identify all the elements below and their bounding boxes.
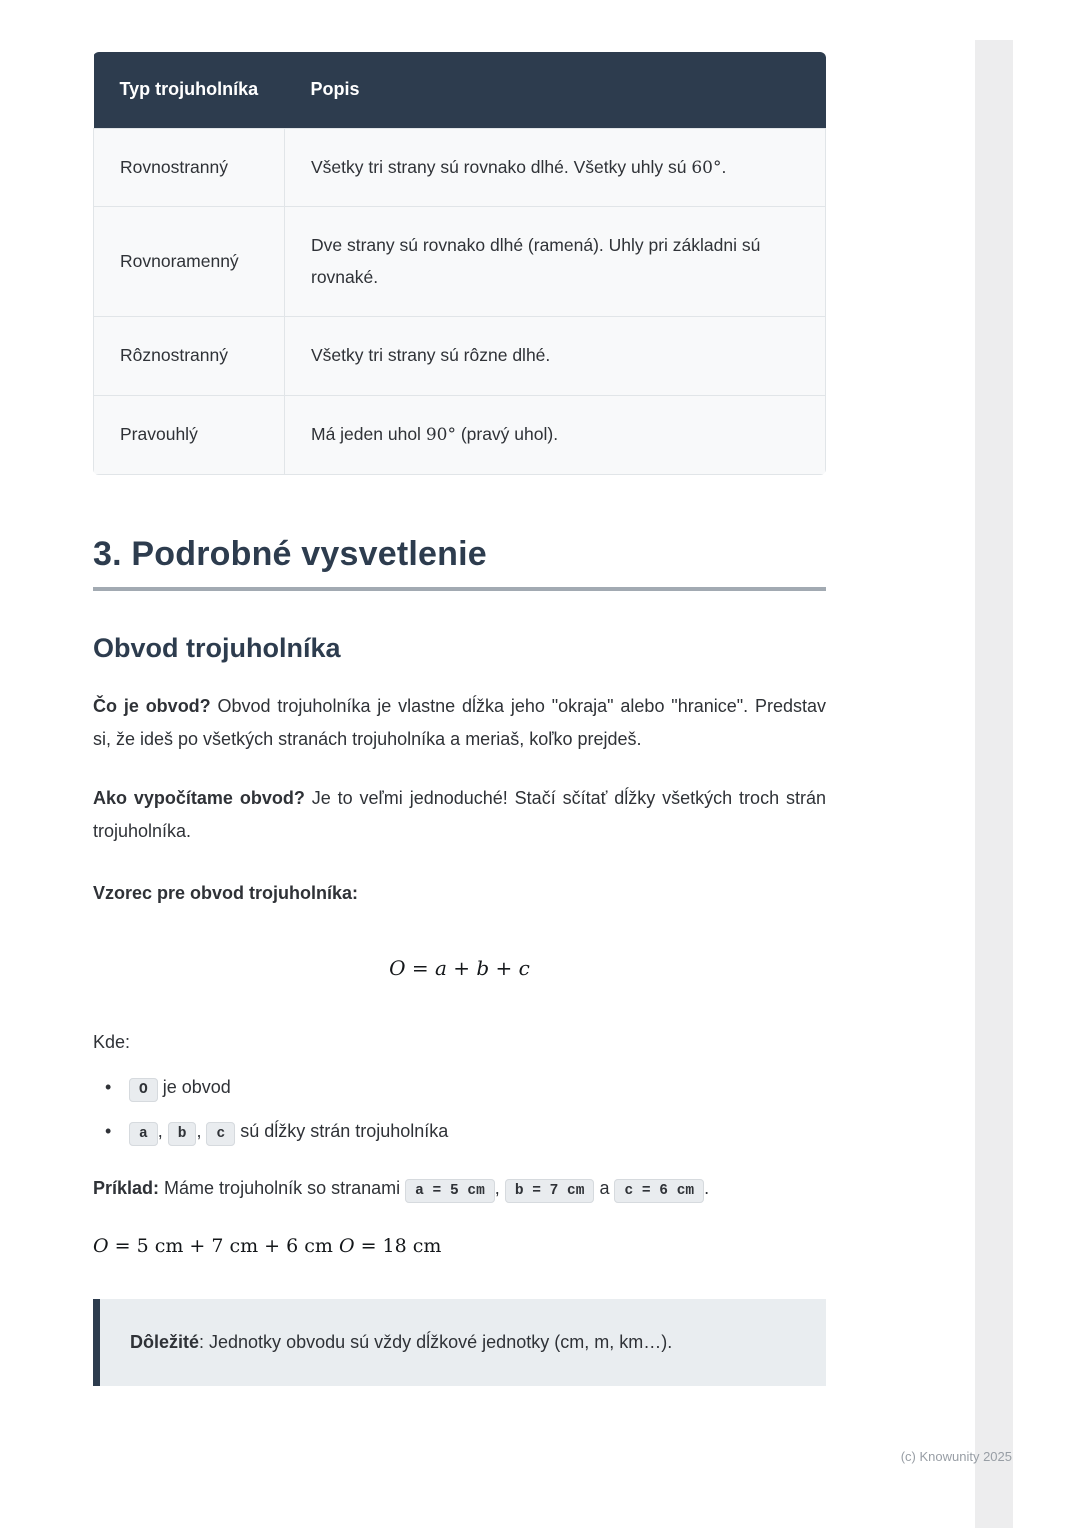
- list-item-text: je obvod: [162, 1077, 231, 1098]
- triangle-type-cell: Rovnoramenný: [94, 207, 285, 317]
- scrollbar-track[interactable]: [975, 40, 1013, 1528]
- separator-comma: ,: [157, 1121, 163, 1141]
- list-item: [105, 1116, 826, 1147]
- paragraph-what-is-perimeter: [93, 690, 826, 757]
- section-heading: 3. Podrobné vysvetlenie: [93, 534, 487, 573]
- paragraph-text: Obvod trojuholníka je vlastne dĺžka jeho "okraja" alebo "hranice". Predstav si, že ideš po všetkých stranách trojuholníka a meriaš, koľko prejdeš.: [93, 695, 826, 749]
- code-chip-O: O: [129, 1078, 158, 1102]
- formula-label: Vzorec pre obvod trojuholníka:: [93, 882, 359, 903]
- subsection-heading: Obvod trojuholníka: [93, 632, 341, 663]
- code-chip-b-value: b = 7 cm: [505, 1179, 595, 1203]
- desc-text: Všetky tri strany sú rovnako dlhé. Všetky uhly sú: [311, 156, 692, 177]
- code-chip-c-value: c = 6 cm: [614, 1179, 704, 1203]
- table-row: [94, 128, 826, 207]
- perimeter-formula: O = a + b + c: [389, 956, 530, 981]
- math-variable: O: [93, 1235, 109, 1258]
- math-text: = 5 cm + 7 cm + 6 cm: [108, 1235, 339, 1258]
- desc-text: Má jeden uhol: [311, 423, 426, 444]
- watermark: (c) Knowunity 2025: [900, 1449, 1012, 1464]
- callout-lead: Dôležité: [130, 1332, 200, 1353]
- triangle-desc-cell: [285, 317, 826, 396]
- table-row: [94, 317, 826, 396]
- triangle-types-table: [93, 52, 826, 475]
- kde-label: Kde:: [93, 1032, 131, 1053]
- paragraph-lead: Ako vypočítame obvod?: [93, 788, 305, 809]
- example-lead: Príklad:: [93, 1177, 160, 1198]
- code-chip-a: a: [129, 1122, 158, 1146]
- desc-text: Dve strany sú rovnako dlhé (ramená). Uhly pri základni sú rovnaké.: [311, 235, 761, 287]
- table-row: [94, 207, 826, 317]
- document-content: [93, 52, 826, 1386]
- triangle-type-cell: Pravouhlý: [94, 395, 285, 474]
- callout-text: : Jednotky obvodu sú vždy dĺžkové jednotky (cm, m, km…).: [199, 1332, 673, 1353]
- inline-math: 90°: [425, 424, 456, 445]
- list-item: [105, 1072, 826, 1103]
- desc-text: Všetky tri strany sú rôzne dlhé.: [311, 345, 551, 366]
- triangle-type-cell: Rovnostranný: [94, 128, 285, 207]
- example-math: [93, 1235, 826, 1257]
- math-text: = 18 cm: [354, 1235, 442, 1258]
- table-row: [94, 395, 826, 474]
- code-chip-b: b: [168, 1122, 197, 1146]
- separator-comma: ,: [196, 1121, 202, 1141]
- triangle-desc-cell: [285, 128, 826, 207]
- conjunction: a: [599, 1177, 610, 1198]
- code-chip-c: c: [206, 1122, 235, 1146]
- paragraph-how-to-compute: [93, 782, 826, 849]
- table-header-typ: Typ trojuholníka: [94, 52, 285, 128]
- paragraph-lead: Čo je obvod?: [93, 695, 211, 716]
- triangle-desc-cell: [285, 395, 826, 474]
- separator-comma: ,: [494, 1177, 500, 1198]
- paragraph-text: Je to veľmi jednoduché! Stačí sčítať dĺžky všetkých troch strán trojuholníka.: [93, 788, 826, 842]
- example-paragraph: [93, 1169, 826, 1208]
- important-callout: [93, 1299, 826, 1385]
- table-header-row: [94, 52, 826, 128]
- inline-math: 60°: [691, 157, 722, 178]
- table-header-popis: Popis: [285, 52, 826, 128]
- desc-text: (pravý uhol).: [455, 423, 559, 444]
- triangle-desc-cell: [285, 207, 826, 317]
- desc-text: .: [721, 156, 727, 177]
- section-divider: [93, 587, 826, 591]
- triangle-type-cell: Rôznostranný: [94, 317, 285, 396]
- example-text: Máme trojuholník so stranami: [164, 1177, 401, 1198]
- math-variable: O: [338, 1235, 355, 1258]
- code-chip-a-value: a = 5 cm: [405, 1179, 495, 1203]
- sentence-period: .: [704, 1177, 710, 1198]
- variables-list: [93, 1072, 826, 1146]
- list-item-text: sú dĺžky strán trojuholníka: [240, 1121, 449, 1141]
